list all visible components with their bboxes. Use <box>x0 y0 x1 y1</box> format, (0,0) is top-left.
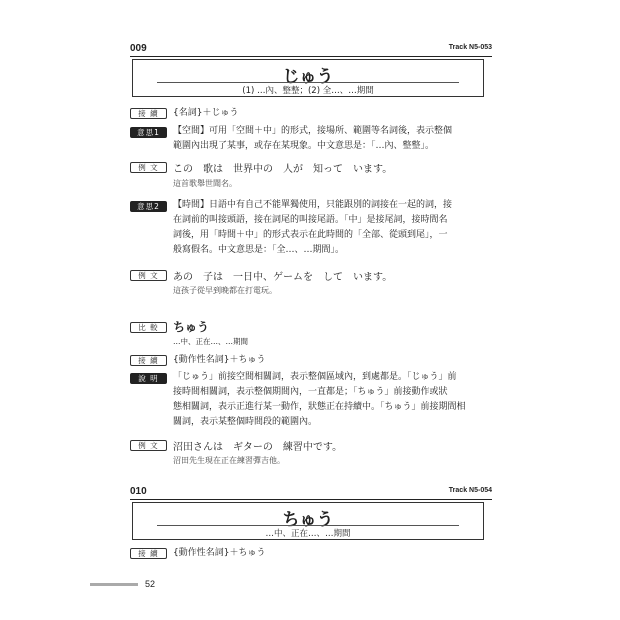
tag-example: 例 文 <box>130 270 167 281</box>
title-rule <box>157 82 459 83</box>
example-sentence: この 歌は 世界中の 人が 知って います。 <box>173 164 393 175</box>
tag-meaning-1: 意思1 <box>130 127 167 138</box>
explanation-line: 接時間相關詞，表示整個期間內，一直都是；「ちゅう」前接動作或狀 <box>173 387 448 397</box>
tag-comparison: 比 較 <box>130 322 167 333</box>
section-number: 009 <box>130 43 147 54</box>
tag-explanation: 說 明 <box>130 373 167 384</box>
tag-connection: 接 續 <box>130 108 167 119</box>
example-translation: 這孩子從早到晚都在打電玩。 <box>173 286 277 295</box>
title-box-chuu <box>132 502 484 540</box>
meaning-1-line: 範圍內出現了某事，或存在某現象。中文意思是：「…內、整整」。 <box>173 141 435 151</box>
section-rule <box>130 56 492 57</box>
meaning-2-line: 在詞前的叫接頭語，接在詞尾的叫接尾語。「中」是接尾詞，接時間名 <box>173 215 448 225</box>
example-sentence: あの 子は 一日中、ゲームを して います。 <box>173 272 393 283</box>
track-label: Track N5-054 <box>448 487 492 494</box>
section-number: 010 <box>130 486 147 497</box>
tag-connection: 接 續 <box>130 548 167 559</box>
explanation-line: 態相關詞，表示正進行某一動作，狀態正在持續中。「ちゅう」前接期間相 <box>173 402 466 412</box>
example-translation: 這首歌舉世聞名。 <box>173 179 237 188</box>
comparison-word: ちゅう <box>173 320 210 334</box>
tag-meaning-2: 意思2 <box>130 201 167 212</box>
grammar-title: ちゅう <box>282 510 334 530</box>
explanation-text <box>173 370 485 430</box>
tag-example: 例 文 <box>130 162 167 173</box>
meaning-2-line: 詞後，用「時間＋中」的形式表示在此時間的「全部、從頭到尾」，一 <box>173 230 448 240</box>
title-rule <box>157 525 459 526</box>
meaning-2-line: 般寫假名。中文意思是：「全…、…期間」。 <box>173 245 345 255</box>
connection-text: {動作性名詞}＋ちゅう <box>173 355 266 365</box>
example-translation: 沼田先生現在正在練習彈吉他。 <box>173 456 285 465</box>
grammar-subtitle: …中、正在…、…期間 <box>265 529 351 539</box>
connection-text: {動作性名詞}＋ちゅう <box>173 548 266 558</box>
meaning-1-line: 【空間】可用「空間＋中」的形式，接場所、範圍等名詞後，表示整個 <box>173 126 453 136</box>
comparison-subtitle: …中、正在…、…期間 <box>173 337 248 346</box>
section-rule <box>130 499 492 500</box>
grammar-subtitle: (1) …內、整整；(2) 全…、…期間 <box>242 86 374 96</box>
connection-text: {名詞}＋じゅう <box>173 108 239 118</box>
grammar-title: じゅう <box>282 67 334 87</box>
meaning-2-text <box>173 198 485 258</box>
explanation-line: 「じゅう」前接空間相關詞，表示整個區域內，到處都是。「じゅう」前 <box>173 372 457 382</box>
title-box-juu <box>132 59 484 97</box>
page-number: 52 <box>145 579 156 589</box>
meaning-2-line: 【時間】日語中有自己不能單獨使用，只能跟別的詞接在一起的詞，接 <box>173 200 453 210</box>
explanation-line: 關詞，表示某整個時間段的範圍內。 <box>173 417 318 427</box>
section-header-009 <box>130 43 492 57</box>
tag-connection: 接 續 <box>130 355 167 366</box>
footer-bar <box>90 583 138 586</box>
example-sentence: 沼田さんは ギターの 練習中です。 <box>173 442 343 453</box>
section-header-010 <box>130 486 492 500</box>
meaning-1-text <box>173 124 485 154</box>
track-label: Track N5-053 <box>448 44 492 51</box>
tag-example: 例 文 <box>130 440 167 451</box>
